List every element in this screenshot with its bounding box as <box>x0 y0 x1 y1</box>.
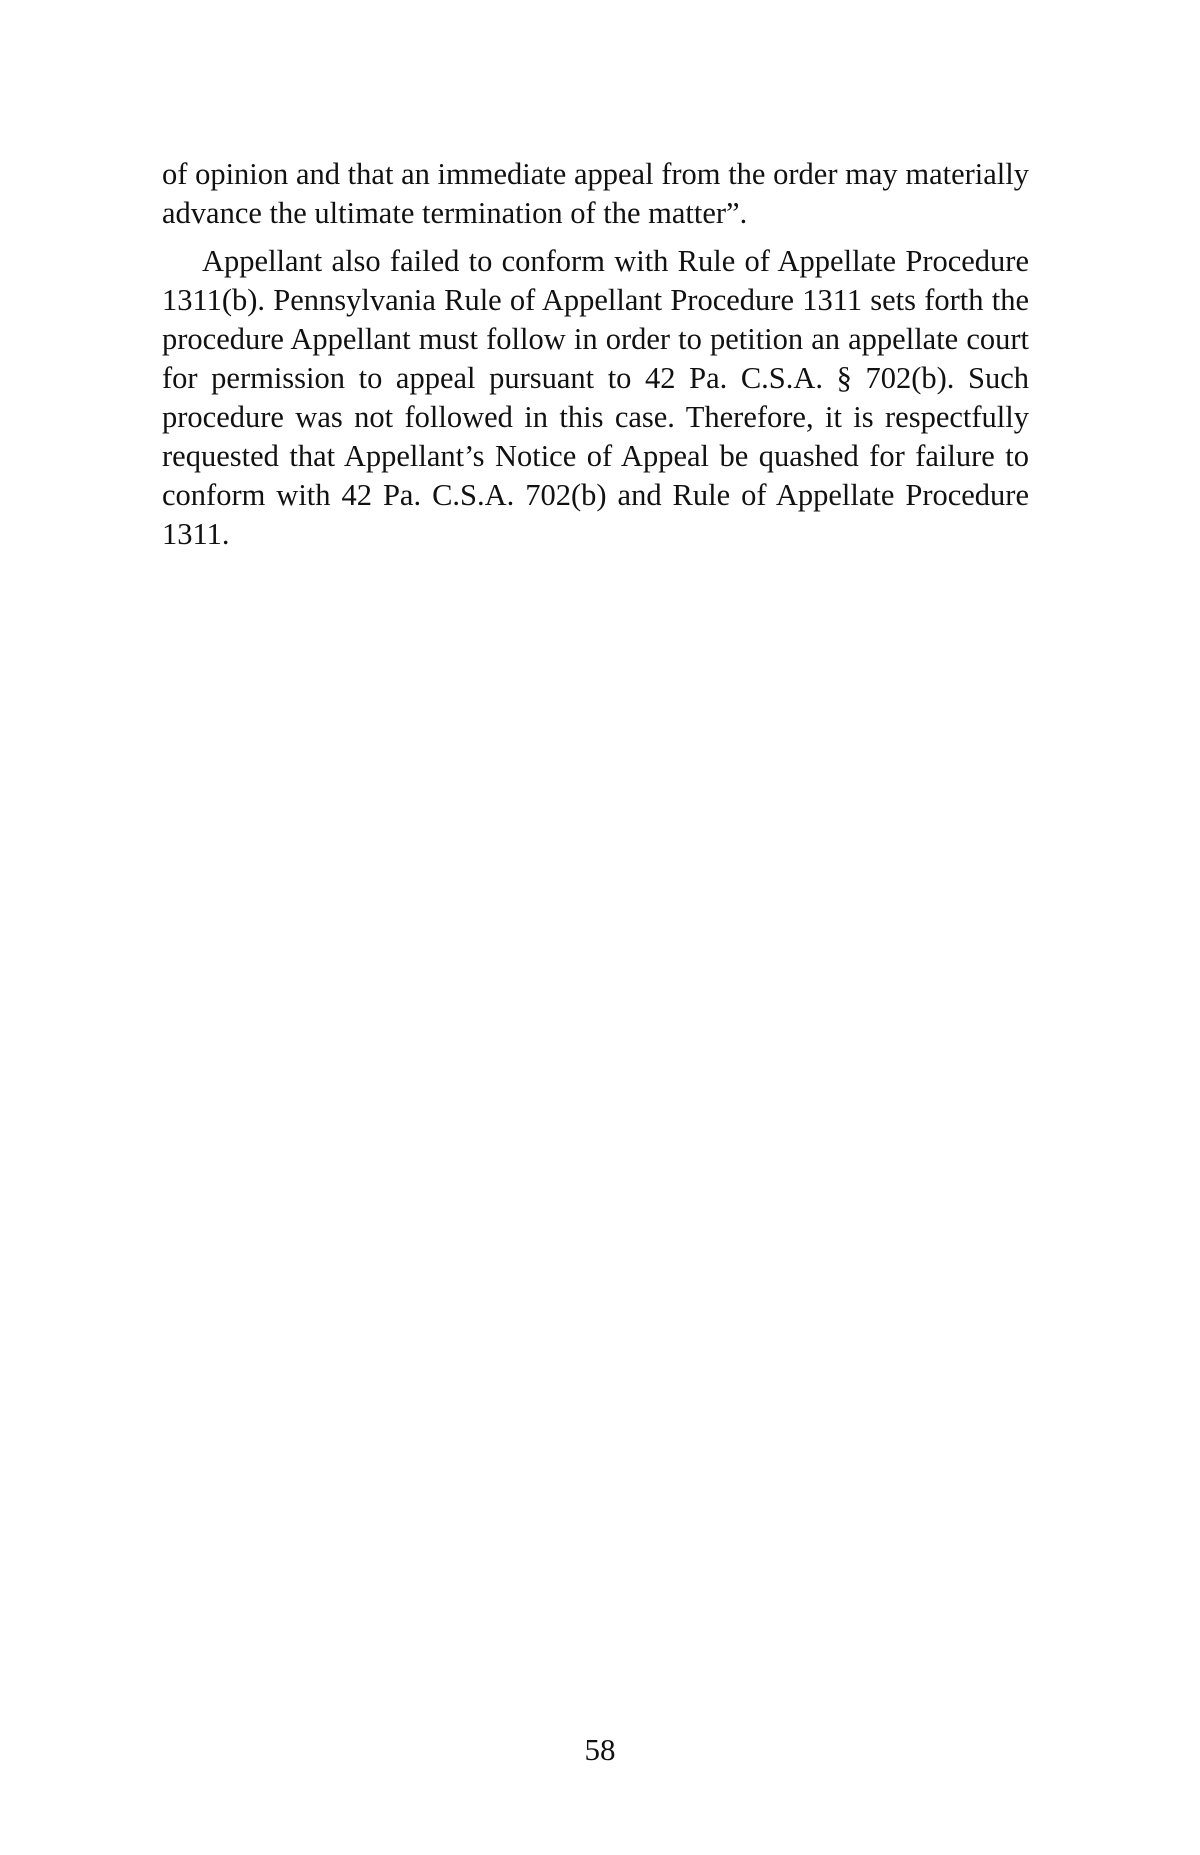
body-text <box>162 155 1029 554</box>
page-number: 58 <box>584 1732 616 1767</box>
paragraph-continuation: of opinion and that an immediate appeal from the order may materially advance the ultimate termination of the matter”. <box>162 157 1029 230</box>
paragraph-appellate-procedure: Appellant also failed to conform with Rule of Appellate Procedure 1311(b). Pennsylvania Rule of Appellant Procedure 1311 sets forth the procedure Appellant must follow in order to petition an appellate court for permission to appeal pursuant to 42 Pa. C.S.A. § 702(b). Such procedure was not followed in this case. Therefore, it is respectfully requested that Appellant’s Notice of Appeal be quashed for failure to conform with 42 Pa. C.S.A. 702(b) and Rule of Appellate Procedure 1311. <box>162 244 1029 551</box>
